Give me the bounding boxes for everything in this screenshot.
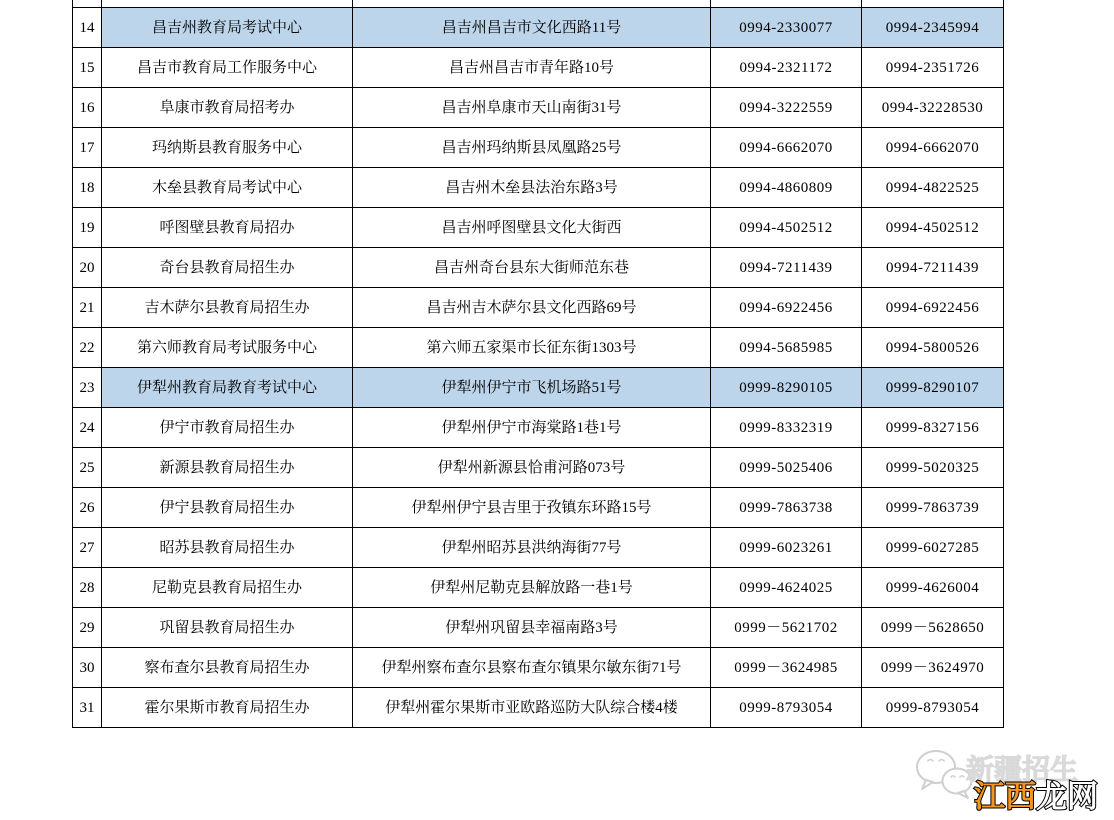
cell-phone1: 0994-4502512 — [711, 208, 862, 248]
watermark-brand-top: 新疆招生 — [966, 755, 1079, 786]
cell-address: 伊犁州新源县恰甫河路073号 — [353, 448, 711, 488]
cell-num: 26 — [73, 488, 102, 528]
cell-name: 奇台县教育局招生办 — [102, 248, 353, 288]
cell-name: 伊犁州教育局教育考试中心 — [102, 368, 353, 408]
cell-phone1: 0994-6662070 — [711, 128, 862, 168]
cell-name: 呼图壁县教育局招办 — [102, 208, 353, 248]
cell-address: 昌吉州昌吉市文化西路11号 — [353, 8, 711, 48]
cell-phone2: 0999-4626004 — [862, 568, 1004, 608]
cell-phone2: 0994-4822525 — [862, 168, 1004, 208]
cell-address: 昌吉州玛纳斯县凤凰路25号 — [353, 128, 711, 168]
cell-address: 伊犁州伊宁市飞机场路51号 — [353, 368, 711, 408]
cell-phone1: 0994-4860809 — [711, 168, 862, 208]
cell-phone2: 0999-7863739 — [862, 488, 1004, 528]
cell-name: 玛纳斯县教育服务中心 — [102, 128, 353, 168]
cell-phone2: 0999－3624970 — [862, 648, 1004, 688]
cell-num: 24 — [73, 408, 102, 448]
cell-name: 昭苏县教育局招生办 — [102, 528, 353, 568]
cell-num: 28 — [73, 568, 102, 608]
watermark — [912, 742, 1114, 820]
cell-phone2: 0994-4502512 — [862, 208, 1004, 248]
cell-name: 木垒县教育局考试中心 — [102, 168, 353, 208]
cell-phone1: 0999－3624985 — [711, 648, 862, 688]
watermark-brand-bottom — [974, 771, 1098, 816]
table-row — [73, 248, 1004, 288]
table-row — [73, 288, 1004, 328]
cell-phone1: 0999-8332319 — [711, 408, 862, 448]
cell-num: 21 — [73, 288, 102, 328]
cell-num: 23 — [73, 368, 102, 408]
cell-address: 昌吉州吉木萨尔县文化西路69号 — [353, 288, 711, 328]
cell-phone1: 0999-7863738 — [711, 488, 862, 528]
cell-num — [73, 0, 102, 8]
cell-num: 19 — [73, 208, 102, 248]
table-row — [73, 128, 1004, 168]
cell-phone1: 0994-7211439 — [711, 248, 862, 288]
cell-phone2: 0999-5020325 — [862, 448, 1004, 488]
cell-name: 新源县教育局招生办 — [102, 448, 353, 488]
cell-name: 察布查尔县教育局招生办 — [102, 648, 353, 688]
contact-table-wrap — [72, 0, 1004, 728]
cell-phone1: 0999-4624025 — [711, 568, 862, 608]
cell-phone2: 0994-5800526 — [862, 328, 1004, 368]
cell-num: 22 — [73, 328, 102, 368]
cell-phone2: 0999-8327156 — [862, 408, 1004, 448]
cell-phone1: 0994-3222559 — [711, 88, 862, 128]
cell-num: 16 — [73, 88, 102, 128]
cell-phone1 — [711, 0, 862, 8]
cell-phone2: 0999-8290107 — [862, 368, 1004, 408]
table-row — [73, 48, 1004, 88]
cell-num: 27 — [73, 528, 102, 568]
cell-address: 伊犁州察布查尔县察布查尔镇果尔敏东街71号 — [353, 648, 711, 688]
cell-num: 18 — [73, 168, 102, 208]
cell-name: 吉木萨尔县教育局招生办 — [102, 288, 353, 328]
cell-address — [353, 0, 711, 8]
cell-address: 昌吉州昌吉市青年路10号 — [353, 48, 711, 88]
cell-name: 第六师教育局考试服务中心 — [102, 328, 353, 368]
cell-phone1: 0999-8793054 — [711, 688, 862, 728]
cell-name: 阜康市教育局招考办 — [102, 88, 353, 128]
cell-phone1: 0999-6023261 — [711, 528, 862, 568]
cell-num: 31 — [73, 688, 102, 728]
cell-phone1: 0994-2330077 — [711, 8, 862, 48]
cell-name: 伊宁市教育局招生办 — [102, 408, 353, 448]
cell-address: 伊犁州尼勒克县解放路一巷1号 — [353, 568, 711, 608]
cell-address: 第六师五家渠市长征东街1303号 — [353, 328, 711, 368]
cell-name: 霍尔果斯市教育局招生办 — [102, 688, 353, 728]
table-row — [73, 488, 1004, 528]
table-row — [73, 648, 1004, 688]
cell-address: 伊犁州昭苏县洪纳海街77号 — [353, 528, 711, 568]
cell-address: 伊犁州霍尔果斯市亚欧路巡防大队综合楼4楼 — [353, 688, 711, 728]
cell-phone1: 0999-5025406 — [711, 448, 862, 488]
table-row — [73, 448, 1004, 488]
cell-name: 昌吉州教育局考试中心 — [102, 8, 353, 48]
cell-num: 17 — [73, 128, 102, 168]
cell-phone1: 0994-5685985 — [711, 328, 862, 368]
table-row — [73, 88, 1004, 128]
cell-address: 昌吉州奇台县东大街师范东巷 — [353, 248, 711, 288]
cell-phone2: 0994-32228530 — [862, 88, 1004, 128]
table-body — [73, 0, 1004, 728]
cell-address: 伊犁州伊宁市海棠路1巷1号 — [353, 408, 711, 448]
table-row — [73, 328, 1004, 368]
cell-num: 15 — [73, 48, 102, 88]
cell-phone1: 0999－5621702 — [711, 608, 862, 648]
cell-phone2: 0994-6662070 — [862, 128, 1004, 168]
cell-address: 伊犁州巩留县幸福南路3号 — [353, 608, 711, 648]
table-row — [73, 208, 1004, 248]
cell-num: 14 — [73, 8, 102, 48]
cell-phone2 — [862, 0, 1004, 8]
cell-name: 昌吉市教育局工作服务中心 — [102, 48, 353, 88]
contact-table — [72, 0, 1004, 728]
cell-address: 昌吉州阜康市天山南街31号 — [353, 88, 711, 128]
cell-phone1: 0994-2321172 — [711, 48, 862, 88]
cell-name — [102, 0, 353, 8]
cell-address: 昌吉州木垒县法治东路3号 — [353, 168, 711, 208]
cell-address: 伊犁州伊宁县吉里于孜镇东环路15号 — [353, 488, 711, 528]
cell-phone2: 0999-6027285 — [862, 528, 1004, 568]
cell-phone2: 0999－5628650 — [862, 608, 1004, 648]
table-row — [73, 368, 1004, 408]
table-row — [73, 8, 1004, 48]
table-row — [73, 688, 1004, 728]
watermark-brand-orange: 江西 — [974, 779, 1036, 814]
cell-phone2: 0994-2345994 — [862, 8, 1004, 48]
partial-top-row — [73, 0, 1004, 8]
cell-phone2: 0999-8793054 — [862, 688, 1004, 728]
cell-name: 伊宁县教育局招生办 — [102, 488, 353, 528]
table-row — [73, 568, 1004, 608]
cell-name: 巩留县教育局招生办 — [102, 608, 353, 648]
cell-name: 尼勒克县教育局招生办 — [102, 568, 353, 608]
cell-phone1: 0999-8290105 — [711, 368, 862, 408]
table-row — [73, 528, 1004, 568]
table-row — [73, 608, 1004, 648]
cell-num: 20 — [73, 248, 102, 288]
table-row — [73, 408, 1004, 448]
table-row — [73, 168, 1004, 208]
cell-phone2: 0994-2351726 — [862, 48, 1004, 88]
watermark-brand-white: 龙网 — [1036, 779, 1098, 814]
cell-phone2: 0994-6922456 — [862, 288, 1004, 328]
cell-address: 昌吉州呼图壁县文化大街西 — [353, 208, 711, 248]
cell-phone1: 0994-6922456 — [711, 288, 862, 328]
cell-num: 29 — [73, 608, 102, 648]
cell-num: 30 — [73, 648, 102, 688]
cell-phone2: 0994-7211439 — [862, 248, 1004, 288]
cell-num: 25 — [73, 448, 102, 488]
